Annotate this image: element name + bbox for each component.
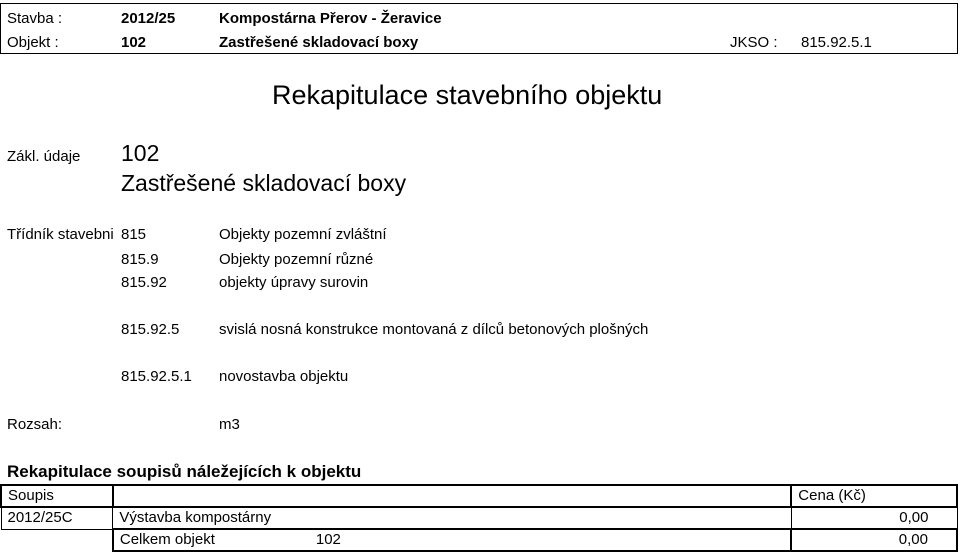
classifier-code: 815.92.5 — [121, 321, 180, 338]
jkso-label: JKSO : — [730, 34, 778, 51]
basic-name: Zastřešené skladovací boxy — [121, 170, 407, 196]
stavba-code: 2012/25 — [121, 10, 176, 27]
stavba-label: Stavba : — [7, 10, 63, 27]
scope-label: Rozsah: — [7, 416, 63, 433]
objekt-name: Zastřešené skladovací boxy — [219, 34, 419, 51]
classifier-code: 815.92 — [121, 274, 167, 291]
table-header-row — [1, 485, 957, 507]
basic-code: 102 — [121, 140, 160, 166]
classifier-code: 815.92.5.1 — [121, 368, 192, 385]
classifier-desc: svislá nosná konstrukce montovaná z dílců betonových plošných — [219, 321, 649, 338]
total-empty — [1, 529, 113, 551]
classifier-desc: novostavba objektu — [219, 368, 349, 385]
total-label-cell — [113, 529, 791, 551]
scope-unit: m3 — [219, 416, 240, 433]
summary-table — [0, 484, 958, 552]
classifier-desc: objekty úpravy surovin — [219, 274, 369, 291]
classifier-code: 815 — [121, 226, 147, 243]
col-soupis-header: Soupis — [1, 485, 113, 507]
stavba-name: Kompostárna Přerov - Žeravice — [219, 10, 442, 27]
jkso-value: 815.92.5.1 — [801, 34, 872, 51]
classifier-desc: Objekty pozemní zvláštní — [219, 226, 387, 243]
summary-title: Rekapitulace soupisů náležejících k objektu — [7, 462, 362, 481]
classifier-code: 815.9 — [121, 251, 159, 268]
row-code: 2012/25C — [1, 507, 113, 529]
row-price: 0,00 — [791, 507, 957, 529]
col-empty-header — [113, 485, 791, 507]
basic-label: Zákl. údaje — [7, 148, 81, 165]
objekt-label: Objekt : — [7, 34, 59, 51]
table-total-row — [1, 529, 957, 551]
total-code: 102 — [315, 531, 341, 548]
total-label: Celkem objekt — [119, 531, 215, 548]
classifier-desc: Objekty pozemní různé — [219, 251, 374, 268]
total-price: 0,00 — [791, 529, 957, 551]
objekt-code: 102 — [121, 34, 147, 51]
classifier-label: Třídník stavebni — [7, 226, 114, 243]
col-price-header: Cena (Kč) — [791, 485, 957, 507]
row-name: Výstavba kompostárny — [113, 507, 791, 529]
page-title: Rekapitulace stavebního objektu — [272, 80, 663, 110]
table-row — [1, 507, 957, 529]
